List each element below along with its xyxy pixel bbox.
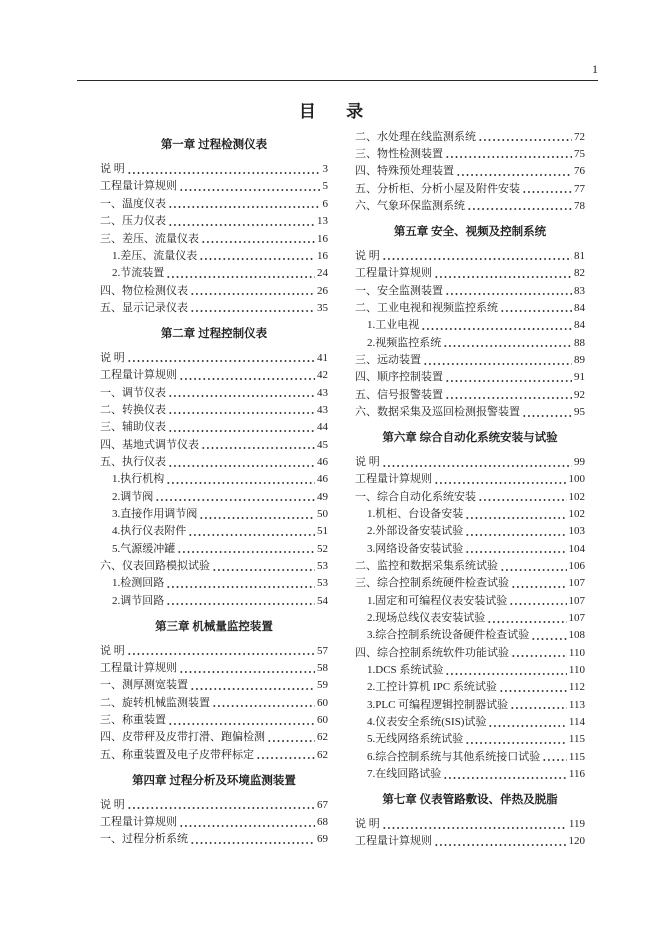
toc-subentry xyxy=(100,593,328,610)
toc-entry-label: 3.PLC 可编程逻辑控制器试验 xyxy=(367,698,509,711)
toc-entry-page: 107 xyxy=(568,577,585,590)
toc-subentry xyxy=(100,523,328,540)
toc-entry-page: 116 xyxy=(568,768,585,781)
toc-entry-page: 107 xyxy=(568,612,585,624)
toc-entry-page: 45 xyxy=(317,438,328,451)
toc-entry-label: 二、转换仪表 xyxy=(100,403,166,416)
toc-entry-page: 99 xyxy=(574,455,585,468)
toc-entry-label: 四、皮带秤及皮带打滑、跑偏检测 xyxy=(100,731,265,744)
toc-entry-label: 四、综合控制系统软件功能试验 xyxy=(355,646,509,659)
toc-entry xyxy=(355,146,585,163)
dot-leader xyxy=(267,729,315,746)
toc-entry-page: 69 xyxy=(317,833,328,846)
toc-entry xyxy=(100,643,328,660)
toc-entry-label: 2.调节回路 xyxy=(112,594,165,607)
toc-entry-page: 100 xyxy=(568,473,585,486)
toc-entry xyxy=(100,402,328,419)
toc-entry-page: 83 xyxy=(574,284,585,297)
dot-leader xyxy=(382,248,572,265)
toc-entry-label: 五、信号报警装置 xyxy=(355,388,443,401)
toc-entry-label: 3.综合控制系统设备硬件检查试验 xyxy=(367,629,530,642)
dot-leader xyxy=(434,471,567,488)
dot-leader xyxy=(445,387,572,404)
dot-leader xyxy=(421,317,572,334)
toc-subentry xyxy=(100,506,328,523)
toc-entry-label: 三、远动装置 xyxy=(355,353,421,366)
toc-entry xyxy=(100,712,328,729)
toc-entry-page: 112 xyxy=(568,681,585,694)
dot-leader xyxy=(179,367,315,384)
toc-entry-page: 60 xyxy=(317,696,328,709)
dot-leader xyxy=(531,627,566,644)
toc-entry-page: 26 xyxy=(317,284,328,297)
toc-entry-page: 75 xyxy=(574,147,585,160)
toc-entry xyxy=(100,558,328,575)
dot-leader xyxy=(510,697,567,714)
toc-entry-page: 41 xyxy=(317,351,328,364)
toc-subentry xyxy=(355,627,585,644)
toc-entry-page: 88 xyxy=(574,336,585,349)
toc-entry-page: 62 xyxy=(317,748,328,761)
toc-entry-page: 60 xyxy=(317,714,328,726)
toc-entry xyxy=(355,163,585,180)
toc-entry-page: 42 xyxy=(317,369,328,382)
toc-entry-page: 102 xyxy=(568,490,585,503)
dot-leader xyxy=(511,575,567,592)
toc-entry xyxy=(355,489,585,506)
dot-leader xyxy=(443,766,567,783)
toc-entry-label: 五、称重装置及电子皮带秤标定 xyxy=(100,748,254,761)
toc-subentry xyxy=(355,749,585,766)
toc-entry-page: 72 xyxy=(574,130,585,143)
toc-entry-page: 102 xyxy=(568,507,585,520)
toc-entry-page: 113 xyxy=(568,698,585,711)
toc-entry-label: 工程量计算规则 xyxy=(100,661,177,674)
toc-entry-label: 4.执行仪表附件 xyxy=(112,525,187,538)
toc-subentry xyxy=(355,506,585,523)
toc-entry-label: 二、压力仪表 xyxy=(100,215,166,228)
toc-entry xyxy=(355,283,585,300)
dot-leader xyxy=(199,248,315,265)
dot-leader xyxy=(179,178,321,195)
toc-entry-page: 49 xyxy=(317,490,328,503)
dot-leader xyxy=(465,731,567,748)
toc-entry-page: 3 xyxy=(322,163,328,176)
toc-column-left xyxy=(100,129,328,849)
toc-entry-label: 说 明 xyxy=(100,351,125,364)
toc-entry xyxy=(355,558,585,575)
toc-entry-label: 五、执行仪表 xyxy=(100,455,166,468)
toc-entry-page: 24 xyxy=(317,267,328,280)
toc-entry xyxy=(100,695,328,712)
toc-subentry xyxy=(355,679,585,696)
toc-entry-page: 58 xyxy=(317,661,328,674)
toc-entry-page: 110 xyxy=(568,664,585,677)
toc-entry xyxy=(355,833,585,850)
dot-leader xyxy=(499,679,567,696)
dot-leader xyxy=(190,677,315,694)
toc-entry xyxy=(355,352,585,369)
toc-entry-page: 53 xyxy=(317,577,328,590)
dot-leader xyxy=(168,213,315,230)
toc-entry-label: 3.网络设备安装试验 xyxy=(367,542,464,555)
toc-entry xyxy=(355,369,585,386)
dot-leader xyxy=(201,437,315,454)
toc-entry xyxy=(100,350,328,367)
toc-entry-page: 16 xyxy=(317,249,328,262)
toc-subentry xyxy=(100,541,328,558)
dot-leader xyxy=(465,523,566,540)
toc-entry-label: 一、过程分析系统 xyxy=(100,833,188,846)
dot-leader xyxy=(542,749,567,766)
dot-leader xyxy=(488,714,566,731)
toc-entry-label: 四、基地式调节仪表 xyxy=(100,438,199,451)
toc-entry-page: 62 xyxy=(317,731,328,744)
toc-entry-label: 二、监控和数据采集系统试验 xyxy=(355,559,498,572)
dot-leader xyxy=(478,129,572,146)
toc-entry-label: 6.综合控制系统与其他系统接口试验 xyxy=(367,750,541,763)
dot-leader xyxy=(127,350,315,367)
toc-column-right xyxy=(355,129,585,851)
toc-entry xyxy=(355,265,585,282)
toc-entry-label: 2.外部设备安装试验 xyxy=(367,525,464,538)
toc-entry-label: 六、仪表回路模拟试验 xyxy=(100,559,210,572)
toc-entry-label: 二、旋转机械监测装置 xyxy=(100,696,210,709)
toc-entry xyxy=(355,129,585,146)
toc-entry xyxy=(100,178,328,195)
toc-subentry xyxy=(100,471,328,488)
toc-entry-label: 四、顺序控制装置 xyxy=(355,371,443,384)
dot-leader xyxy=(445,369,572,386)
toc-entry-label: 二、工业电视和视频监控系统 xyxy=(355,301,498,314)
dot-leader xyxy=(478,489,567,506)
toc-entry-label: 工程量计算规则 xyxy=(355,267,432,280)
dot-leader xyxy=(166,265,315,282)
toc-entry xyxy=(355,387,585,404)
toc-entry-label: 三、辅助仪表 xyxy=(100,421,166,434)
toc-entry-label: 四、特殊预处理装置 xyxy=(355,165,454,178)
toc-entry-label: 四、物位检测仪表 xyxy=(100,284,188,297)
toc-entry-label: 五、分析柜、分析小屋及附件安装 xyxy=(355,182,520,195)
toc-entry-page: 50 xyxy=(317,507,328,520)
toc-entry xyxy=(355,454,585,471)
toc-entry-page: 120 xyxy=(568,835,585,848)
toc-entry-label: 1.差压、流量仪表 xyxy=(112,249,198,262)
toc-entry-page: 119 xyxy=(568,818,585,831)
toc-entry-label: 2.调节阀 xyxy=(112,490,154,503)
toc-entry-page: 110 xyxy=(568,646,585,659)
dot-leader xyxy=(166,593,315,610)
toc-entry-label: 一、测厚测宽装置 xyxy=(100,679,188,692)
toc-entry-page: 46 xyxy=(317,455,328,468)
toc-entry xyxy=(355,471,585,488)
toc-entry-label: 说 明 xyxy=(100,798,125,811)
toc-entry-label: 三、综合控制系统硬件检查试验 xyxy=(355,577,509,590)
toc-entry-page: 103 xyxy=(568,525,585,538)
toc-entry-label: 1.机柜、台设备安装 xyxy=(367,507,464,520)
toc-entry-page: 91 xyxy=(574,371,585,384)
toc-entry xyxy=(100,831,328,848)
dot-leader xyxy=(168,454,315,471)
dot-leader xyxy=(168,712,315,729)
toc-entry xyxy=(100,161,328,178)
dot-leader xyxy=(155,489,315,506)
toc-subentry xyxy=(355,593,585,610)
toc-entry-label: 说 明 xyxy=(100,644,125,657)
toc-entry-page: 77 xyxy=(574,182,585,195)
dot-leader xyxy=(434,833,567,850)
toc-subentry xyxy=(355,541,585,558)
chapter-heading: 第六章 综合自动化系统安装与试验 xyxy=(382,431,558,444)
dot-leader xyxy=(190,831,315,848)
toc-entry-label: 5.无线网络系统试验 xyxy=(367,733,464,746)
dot-leader xyxy=(168,385,315,402)
dot-leader xyxy=(522,181,572,198)
toc-entry xyxy=(100,797,328,814)
dot-leader xyxy=(177,541,315,558)
toc-entry-label: 4.仪表安全系统(SIS)试验 xyxy=(367,716,487,729)
toc-entry-page: 57 xyxy=(317,644,328,657)
header-rule xyxy=(77,80,598,81)
toc-entry-label: 工程量计算规则 xyxy=(355,835,432,848)
toc-entry xyxy=(100,747,328,764)
toc-entry xyxy=(355,181,585,198)
dot-leader xyxy=(127,643,315,660)
toc-entry xyxy=(355,198,585,215)
toc-entry-page: 115 xyxy=(568,750,585,763)
toc-entry-label: 一、安全监测装置 xyxy=(355,284,443,297)
dot-leader xyxy=(467,198,572,215)
toc-entry-page: 53 xyxy=(317,559,328,572)
toc-entry xyxy=(100,367,328,384)
toc-entry xyxy=(100,300,328,317)
dot-leader xyxy=(487,610,566,627)
dot-leader xyxy=(500,300,572,317)
toc-entry-page: 84 xyxy=(574,301,585,314)
toc-entry-page: 106 xyxy=(568,559,585,572)
toc-entry-page: 107 xyxy=(568,594,585,607)
dot-leader xyxy=(465,541,566,558)
toc-entry-page: 78 xyxy=(574,199,585,212)
page-number: 1 xyxy=(592,62,598,76)
toc-entry-page: 6 xyxy=(322,197,328,210)
dot-leader xyxy=(166,575,315,592)
dot-leader xyxy=(201,231,315,248)
dot-leader xyxy=(168,196,321,213)
dot-leader xyxy=(127,797,315,814)
toc-entry-label: 3.直接作用调节阀 xyxy=(112,507,198,520)
dot-leader xyxy=(445,146,572,163)
toc-entry-label: 说 明 xyxy=(100,163,125,176)
dot-leader xyxy=(445,662,567,679)
toc-entry-label: 2.视频监控系统 xyxy=(367,336,442,349)
toc-entry-page: 59 xyxy=(317,679,328,692)
toc-entry-page: 114 xyxy=(568,716,585,729)
toc-entry-label: 一、温度仪表 xyxy=(100,197,166,210)
toc-entry-label: 一、综合自动化系统安装 xyxy=(355,490,476,503)
toc-entry-label: 六、数据采集及巡回检测报警装置 xyxy=(355,405,520,418)
toc-subentry xyxy=(100,248,328,265)
toc-subentry xyxy=(355,335,585,352)
toc-entry-label: 工程量计算规则 xyxy=(100,369,177,382)
toc-entry-page: 67 xyxy=(317,798,328,811)
toc-entry-label: 1.执行机构 xyxy=(112,473,165,486)
toc-entry-label: 1.检测回路 xyxy=(112,577,165,590)
toc-entry-label: 2.现场总线仪表安装试验 xyxy=(367,612,486,624)
dot-leader xyxy=(522,404,572,421)
toc-entry-label: 三、物性检测装置 xyxy=(355,147,443,160)
dot-leader xyxy=(168,402,315,419)
toc-entry xyxy=(100,419,328,436)
page-title: 目 录 xyxy=(298,102,364,121)
toc-entry-label: 一、调节仪表 xyxy=(100,386,166,399)
dot-leader xyxy=(179,660,315,677)
chapter-heading: 第三章 机械量监控装置 xyxy=(155,620,273,633)
toc-entry xyxy=(355,404,585,421)
toc-entry-page: 92 xyxy=(574,388,585,401)
toc-entry-page: 54 xyxy=(317,594,328,607)
toc-entry xyxy=(100,283,328,300)
dot-leader xyxy=(127,161,321,178)
toc-subentry xyxy=(100,575,328,592)
toc-entry xyxy=(100,677,328,694)
dot-leader xyxy=(445,283,572,300)
dot-leader xyxy=(179,814,315,831)
dot-leader xyxy=(456,163,572,180)
toc-entry-page: 104 xyxy=(568,542,585,555)
toc-entry-label: 说 明 xyxy=(355,455,380,468)
dot-leader xyxy=(509,593,566,610)
toc-entry-label: 说 明 xyxy=(355,249,380,262)
toc-entry-page: 89 xyxy=(574,353,585,366)
dot-leader xyxy=(188,523,315,540)
toc-entry xyxy=(100,231,328,248)
toc-entry-label: 7.在线回路试验 xyxy=(367,768,442,781)
toc-entry xyxy=(355,816,585,833)
dot-leader xyxy=(382,454,572,471)
toc-entry-page: 44 xyxy=(317,421,328,434)
toc-subentry xyxy=(355,662,585,679)
chapter-heading: 第二章 过程控制仪表 xyxy=(160,327,268,340)
dot-leader xyxy=(199,506,315,523)
toc-entry xyxy=(100,437,328,454)
dot-leader xyxy=(443,335,572,352)
toc-entry xyxy=(355,248,585,265)
toc-entry xyxy=(355,300,585,317)
toc-subentry xyxy=(100,265,328,282)
toc-entry-page: 81 xyxy=(574,249,585,262)
toc-entry-page: 84 xyxy=(574,319,585,332)
dot-leader xyxy=(256,747,315,764)
dot-leader xyxy=(423,352,572,369)
toc-entry-page: 76 xyxy=(574,165,585,178)
toc-entry-page: 43 xyxy=(317,386,328,399)
dot-leader xyxy=(168,419,315,436)
toc-entry-page: 52 xyxy=(317,542,328,555)
toc-entry-label: 2.节流装置 xyxy=(112,267,165,280)
toc-subentry xyxy=(355,714,585,731)
toc-entry-label: 5.气源缓冲罐 xyxy=(112,542,176,555)
toc-entry-label: 工程量计算规则 xyxy=(100,180,177,193)
toc-subentry xyxy=(100,489,328,506)
toc-entry-label: 1.DCS 系统试验 xyxy=(367,664,444,677)
dot-leader xyxy=(382,816,567,833)
toc-subentry xyxy=(355,766,585,783)
toc-entry-label: 二、水处理在线监测系统 xyxy=(355,130,476,143)
toc-entry-page: 95 xyxy=(574,405,585,418)
toc-entry xyxy=(100,454,328,471)
chapter-heading: 第一章 过程检测仪表 xyxy=(160,139,268,152)
chapter-heading: 第四章 过程分析及环境监测装置 xyxy=(132,774,296,787)
toc-subentry xyxy=(355,697,585,714)
toc-entry xyxy=(355,575,585,592)
toc-entry xyxy=(100,729,328,746)
toc-entry xyxy=(100,814,328,831)
toc-entry-page: 51 xyxy=(317,525,328,538)
toc-entry-label: 三、称重装置 xyxy=(100,714,166,726)
toc-entry-page: 16 xyxy=(317,232,328,245)
chapter-heading: 第七章 仪表管路敷设、伴热及脱脂 xyxy=(382,794,558,807)
toc-entry-label: 六、气象环保监测系统 xyxy=(355,199,465,212)
toc-entry-page: 108 xyxy=(568,629,585,642)
chapter-heading: 第五章 安全、视频及控制系统 xyxy=(393,225,547,238)
toc-entry-page: 43 xyxy=(317,403,328,416)
toc-entry-page: 82 xyxy=(574,267,585,280)
toc-entry-label: 工程量计算规则 xyxy=(355,473,432,486)
toc-entry xyxy=(355,645,585,662)
dot-leader xyxy=(166,471,315,488)
toc-entry-label: 2.工控计算机 IPC 系统试验 xyxy=(367,681,497,694)
dot-leader xyxy=(434,265,572,282)
toc-entry-page: 46 xyxy=(317,473,328,486)
dot-leader xyxy=(212,558,315,575)
toc-entry-page: 13 xyxy=(317,215,328,228)
toc-entry xyxy=(100,660,328,677)
toc-entry-label: 工程量计算规则 xyxy=(100,816,177,828)
toc-entry xyxy=(100,213,328,230)
toc-entry-page: 68 xyxy=(317,816,328,828)
dot-leader xyxy=(500,558,567,575)
toc-subentry xyxy=(355,610,585,627)
toc-entry-page: 115 xyxy=(568,733,585,746)
dot-leader xyxy=(212,695,315,712)
toc-entry-label: 1.固定和可编程仪表安装试验 xyxy=(367,594,508,607)
toc-subentry xyxy=(355,523,585,540)
dot-leader xyxy=(511,645,567,662)
toc-entry-page: 35 xyxy=(317,301,328,314)
toc-subentry xyxy=(355,731,585,748)
toc-entry-label: 1.工业电视 xyxy=(367,319,420,332)
toc-entry-label: 说 明 xyxy=(355,818,380,831)
toc-entry xyxy=(100,385,328,402)
dot-leader xyxy=(190,300,315,317)
toc-entry xyxy=(100,196,328,213)
toc-entry-page: 5 xyxy=(322,180,328,193)
toc-subentry xyxy=(355,317,585,334)
dot-leader xyxy=(190,283,315,300)
toc-entry-label: 五、显示记录仪表 xyxy=(100,301,188,314)
dot-leader xyxy=(465,506,566,523)
toc-entry-label: 三、差压、流量仪表 xyxy=(100,232,199,245)
